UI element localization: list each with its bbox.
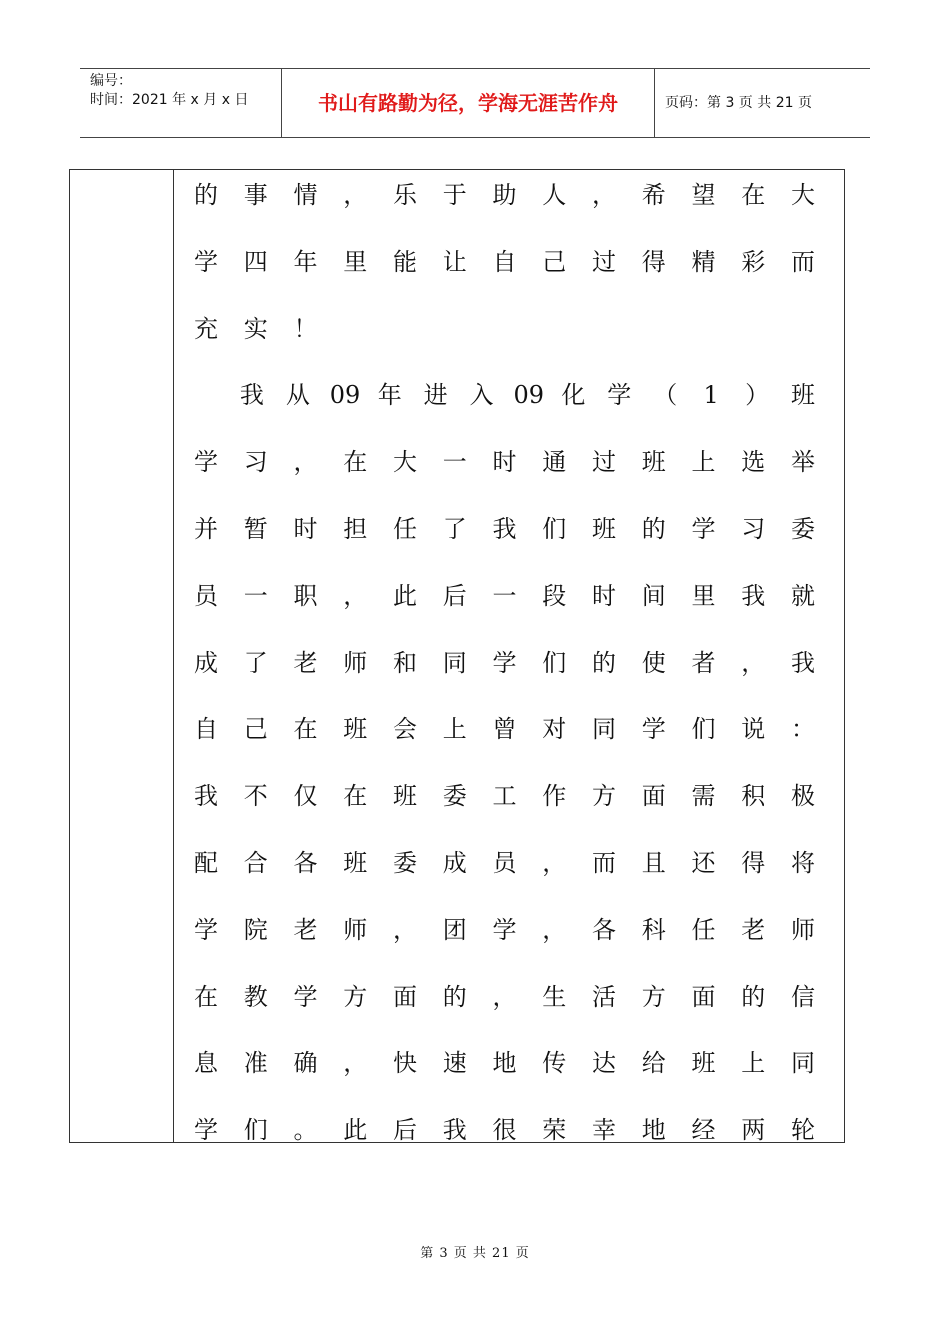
text-char: 此 bbox=[343, 1116, 368, 1145]
text-char: 仅 bbox=[293, 782, 318, 811]
text-char: ， bbox=[542, 848, 567, 877]
text-char: 还 bbox=[691, 848, 716, 877]
text-char: 的 bbox=[442, 982, 467, 1011]
text-char: 在 bbox=[293, 715, 318, 744]
text-char: ， bbox=[343, 1049, 368, 1078]
text-char: 学 bbox=[607, 381, 632, 410]
document-header bbox=[80, 68, 870, 138]
text-char: 过 bbox=[592, 448, 616, 477]
text-char: 院 bbox=[243, 915, 268, 944]
text-char: 上 bbox=[741, 1049, 766, 1078]
text-char: 情 bbox=[293, 181, 318, 209]
text-char: 同 bbox=[791, 1049, 815, 1078]
body-text bbox=[192, 170, 817, 1172]
text-char: 任 bbox=[691, 915, 716, 944]
text-line bbox=[192, 972, 817, 1039]
page-footer: 第 3 页 共 21 页 bbox=[420, 1246, 530, 1261]
text-char: 望 bbox=[691, 181, 716, 209]
text-char: 而 bbox=[592, 848, 616, 877]
text-char: 对 bbox=[542, 715, 567, 744]
text-char: 活 bbox=[592, 982, 616, 1011]
text-line bbox=[192, 504, 817, 571]
text-char: 彩 bbox=[741, 247, 766, 276]
text-char: 们 bbox=[243, 1116, 268, 1145]
text-char: 学 bbox=[194, 915, 218, 944]
content-table bbox=[69, 169, 845, 1143]
text-char: 职 bbox=[293, 581, 318, 610]
text-char: ， bbox=[592, 181, 616, 209]
text-char: 班 bbox=[393, 782, 417, 811]
document-number-label: 编号： bbox=[90, 73, 132, 89]
text-char: 09 bbox=[329, 381, 361, 410]
text-char: 者 bbox=[691, 648, 716, 677]
text-char: 会 bbox=[393, 715, 417, 744]
text-char: 就 bbox=[791, 581, 815, 610]
text-char: 化 bbox=[561, 381, 586, 410]
motto-text: 书山有路勤为径，学海无涯苦作舟 bbox=[318, 91, 618, 115]
text-char: 幸 bbox=[592, 1116, 616, 1145]
text-char: 的 bbox=[592, 648, 616, 677]
text-char: 准 bbox=[243, 1049, 268, 1078]
text-char: 实 bbox=[243, 314, 268, 343]
text-char: 并 bbox=[194, 514, 218, 543]
text-char: ） bbox=[745, 381, 770, 410]
text-line bbox=[192, 437, 817, 504]
text-char: 让 bbox=[442, 247, 467, 276]
text-line bbox=[192, 1038, 817, 1105]
text-char: ， bbox=[343, 581, 368, 610]
text-char: 不 bbox=[243, 782, 268, 811]
text-char: 们 bbox=[542, 514, 567, 543]
text-char: ， bbox=[492, 982, 517, 1011]
text-char: 学 bbox=[194, 247, 218, 276]
text-char: 事 bbox=[243, 181, 268, 209]
text-char: 我 bbox=[492, 514, 517, 543]
text-char: 学 bbox=[641, 715, 666, 744]
text-char: 上 bbox=[691, 448, 716, 477]
text-char: 委 bbox=[791, 514, 815, 543]
text-char: 而 bbox=[791, 247, 815, 276]
text-char: 在 bbox=[343, 448, 368, 477]
text-char: 了 bbox=[442, 514, 467, 543]
text-char: 说 bbox=[741, 715, 766, 744]
text-char: 大 bbox=[393, 448, 417, 477]
text-char: 合 bbox=[243, 848, 268, 877]
text-char: 时 bbox=[592, 581, 616, 610]
text-char: 各 bbox=[293, 848, 318, 877]
text-char: 。 bbox=[293, 1116, 318, 1145]
text-char: 员 bbox=[492, 848, 517, 877]
text-char: 班 bbox=[641, 448, 666, 477]
text-char: 通 bbox=[542, 448, 567, 477]
text-char: 段 bbox=[542, 581, 567, 610]
text-char: 间 bbox=[641, 581, 666, 610]
text-char: 学 bbox=[492, 915, 517, 944]
text-char: 学 bbox=[492, 648, 517, 677]
text-char: 自 bbox=[194, 715, 218, 744]
text-char: ， bbox=[343, 181, 368, 209]
text-char: 委 bbox=[393, 848, 417, 877]
text-char: 成 bbox=[442, 848, 467, 877]
text-line bbox=[192, 237, 817, 304]
text-char: ！ bbox=[293, 314, 318, 343]
header-page-cell bbox=[655, 69, 870, 137]
text-char: ： bbox=[791, 715, 815, 744]
text-char: 年 bbox=[293, 247, 318, 276]
text-char: 上 bbox=[442, 715, 467, 744]
text-char: 面 bbox=[393, 982, 417, 1011]
text-line bbox=[192, 838, 817, 905]
header-page-info: 页码：第 3 页 共 21 页 bbox=[665, 95, 812, 111]
text-char: 需 bbox=[691, 782, 716, 811]
text-char: 得 bbox=[641, 247, 666, 276]
text-char: 两 bbox=[741, 1116, 766, 1145]
text-char: 习 bbox=[741, 514, 766, 543]
text-char: 方 bbox=[343, 982, 368, 1011]
text-char: 助 bbox=[492, 181, 517, 209]
text-char: 快 bbox=[393, 1049, 417, 1078]
text-line bbox=[192, 704, 817, 771]
text-line bbox=[192, 370, 817, 437]
text-char: ， bbox=[542, 915, 567, 944]
text-line bbox=[192, 638, 817, 705]
text-char: 师 bbox=[791, 915, 815, 944]
text-char: 使 bbox=[641, 648, 666, 677]
text-char: 暂 bbox=[243, 514, 268, 543]
text-char: 了 bbox=[243, 648, 268, 677]
text-char: 极 bbox=[791, 782, 815, 811]
text-char: 乐 bbox=[393, 181, 417, 209]
text-char: 担 bbox=[343, 514, 368, 543]
text-line bbox=[192, 771, 817, 838]
text-char: 轮 bbox=[791, 1116, 815, 1145]
text-char: 此 bbox=[393, 581, 417, 610]
text-char: 方 bbox=[641, 982, 666, 1011]
text-line bbox=[192, 571, 817, 638]
text-char: 师 bbox=[343, 648, 368, 677]
text-char: 们 bbox=[542, 648, 567, 677]
text-char: 精 bbox=[691, 247, 716, 276]
text-char: 在 bbox=[343, 782, 368, 811]
text-char: 班 bbox=[791, 381, 815, 410]
text-char: 曾 bbox=[492, 715, 517, 744]
text-char: 我 bbox=[239, 381, 264, 410]
text-char: 班 bbox=[691, 1049, 716, 1078]
text-char: 科 bbox=[641, 915, 666, 944]
text-char: 一 bbox=[243, 581, 268, 610]
text-char: 各 bbox=[592, 915, 616, 944]
text-char: 老 bbox=[293, 648, 318, 677]
text-char: 后 bbox=[442, 581, 467, 610]
text-char: 的 bbox=[741, 982, 766, 1011]
text-char: 得 bbox=[741, 848, 766, 877]
text-char: 学 bbox=[194, 1116, 218, 1145]
text-char: 方 bbox=[592, 782, 616, 811]
text-char: 在 bbox=[194, 982, 218, 1011]
text-char: 面 bbox=[641, 782, 666, 811]
text-char: 大 bbox=[791, 181, 815, 209]
text-char: 的 bbox=[194, 181, 218, 209]
text-char: 学 bbox=[691, 514, 716, 543]
text-char: ， bbox=[293, 448, 318, 477]
text-char: 作 bbox=[542, 782, 567, 811]
text-line bbox=[192, 170, 817, 237]
text-char: 我 bbox=[791, 648, 815, 677]
text-char: 1 bbox=[703, 381, 719, 410]
text-char: 一 bbox=[492, 581, 517, 610]
text-char: 师 bbox=[343, 915, 368, 944]
text-char: 达 bbox=[592, 1049, 616, 1078]
text-char: 同 bbox=[442, 648, 467, 677]
text-char: 班 bbox=[343, 848, 368, 877]
text-char: 我 bbox=[194, 782, 218, 811]
text-char: 学 bbox=[293, 982, 318, 1011]
text-line bbox=[192, 304, 817, 371]
text-char: 选 bbox=[741, 448, 766, 477]
text-char: 希 bbox=[641, 181, 666, 209]
text-char: 地 bbox=[492, 1049, 517, 1078]
text-char: ， bbox=[741, 648, 766, 677]
text-char: 地 bbox=[641, 1116, 666, 1145]
text-char: （ bbox=[653, 381, 678, 410]
header-meta-cell bbox=[80, 69, 282, 137]
text-char: 员 bbox=[194, 581, 218, 610]
text-char: 老 bbox=[293, 915, 318, 944]
text-char: 一 bbox=[442, 448, 467, 477]
header-motto-cell bbox=[282, 69, 655, 137]
text-char: 己 bbox=[542, 247, 567, 276]
text-char: 工 bbox=[492, 782, 517, 811]
text-char: 充 bbox=[194, 314, 218, 343]
text-char: 积 bbox=[741, 782, 766, 811]
text-char: 习 bbox=[243, 448, 268, 477]
text-char: 成 bbox=[194, 648, 218, 677]
text-char: 从 bbox=[285, 381, 310, 410]
text-char: 里 bbox=[691, 581, 716, 610]
text-char: 进 bbox=[423, 381, 448, 410]
text-char: 于 bbox=[442, 181, 467, 209]
text-char: 我 bbox=[442, 1116, 467, 1145]
text-char: 班 bbox=[343, 715, 368, 744]
text-char: 老 bbox=[741, 915, 766, 944]
text-char: 入 bbox=[469, 381, 494, 410]
text-char: 四 bbox=[243, 247, 268, 276]
text-char: 时 bbox=[293, 514, 318, 543]
text-char: 和 bbox=[393, 648, 417, 677]
text-char: 过 bbox=[592, 247, 616, 276]
text-char: 己 bbox=[243, 715, 268, 744]
text-char: 09 bbox=[513, 381, 544, 410]
text-char: 后 bbox=[393, 1116, 417, 1145]
text-char: 息 bbox=[194, 1049, 218, 1078]
text-char: 且 bbox=[641, 848, 666, 877]
text-char: 能 bbox=[393, 247, 417, 276]
text-char: 委 bbox=[442, 782, 467, 811]
text-char: 自 bbox=[492, 247, 517, 276]
text-char: 年 bbox=[377, 381, 402, 410]
text-char: 给 bbox=[641, 1049, 666, 1078]
text-char: 举 bbox=[791, 448, 815, 477]
text-char: ， bbox=[393, 915, 417, 944]
text-char: 的 bbox=[641, 514, 666, 543]
text-char: 在 bbox=[741, 181, 766, 209]
text-char: 生 bbox=[542, 982, 567, 1011]
text-char: 经 bbox=[691, 1116, 716, 1145]
text-char: 时 bbox=[492, 448, 517, 477]
text-char: 教 bbox=[243, 982, 268, 1011]
text-char: 很 bbox=[492, 1116, 517, 1145]
document-time-label: 时间：2021 年 x 月 x 日 bbox=[90, 92, 249, 108]
text-char: 任 bbox=[393, 514, 417, 543]
text-char: 人 bbox=[542, 181, 567, 209]
text-char: 们 bbox=[691, 715, 716, 744]
text-char: 班 bbox=[592, 514, 616, 543]
text-char: 学 bbox=[194, 448, 218, 477]
text-char: 将 bbox=[791, 848, 815, 877]
text-char: 信 bbox=[791, 982, 815, 1011]
text-char: 荣 bbox=[542, 1116, 567, 1145]
text-char: 确 bbox=[293, 1049, 318, 1078]
text-char: 传 bbox=[542, 1049, 567, 1078]
text-char: 速 bbox=[442, 1049, 467, 1078]
column-divider bbox=[173, 170, 174, 1142]
text-char: 面 bbox=[691, 982, 716, 1011]
text-char: 我 bbox=[741, 581, 766, 610]
text-char: 团 bbox=[442, 915, 467, 944]
text-line bbox=[192, 905, 817, 972]
text-char: 同 bbox=[592, 715, 616, 744]
text-char: 配 bbox=[194, 848, 218, 877]
text-char: 里 bbox=[343, 247, 368, 276]
text-line bbox=[192, 1105, 817, 1172]
